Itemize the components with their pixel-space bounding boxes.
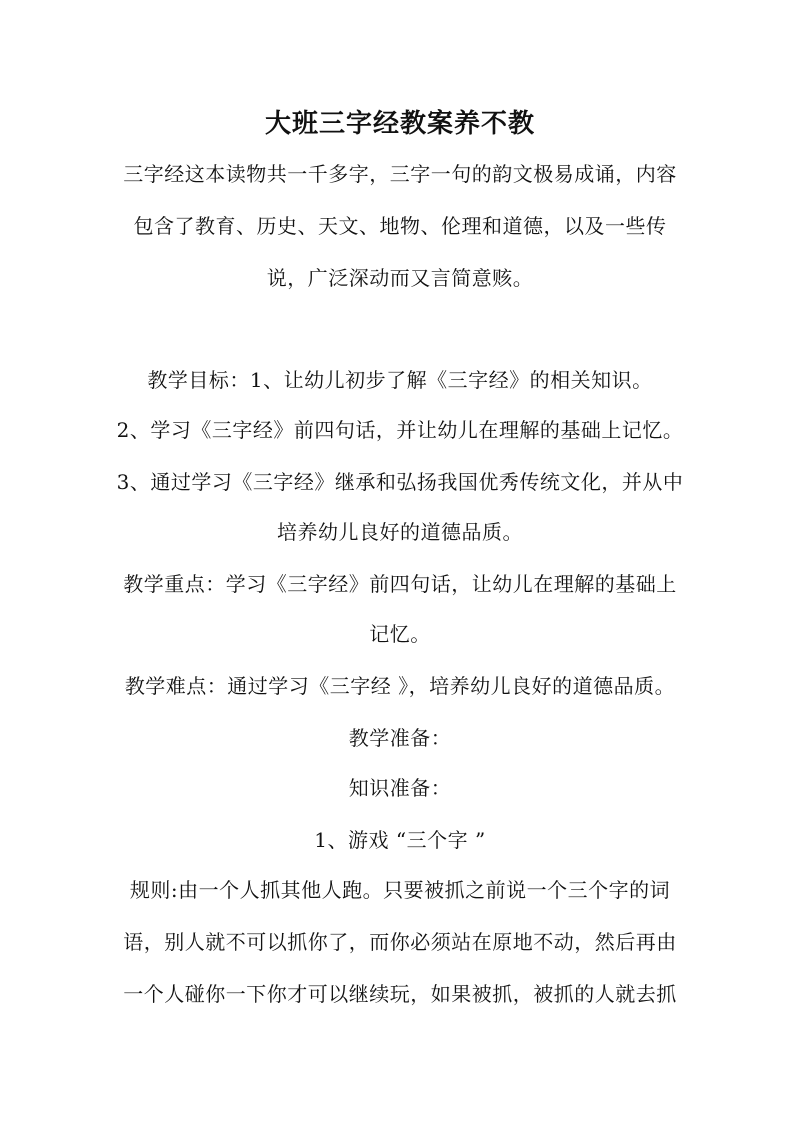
paragraph-line: 教学难点：通过学习《三字经 》，培养幼儿良好的道德品质。 xyxy=(124,674,676,698)
document-title: 大班三字经教案养不教 xyxy=(264,109,535,139)
paragraph-line: 教学重点：学习《三字经》前四句话，让幼儿在理解的基础上 xyxy=(123,572,677,596)
paragraph-line: 包含了教育、历史、天文、地物、伦理和道德，以及一些传 xyxy=(133,214,667,238)
section-heading: 教学准备： xyxy=(348,726,452,750)
list-item-heading: 1、游戏 “三个字 ” xyxy=(314,828,486,852)
paragraph-line: 2、学习《三字经》前四句话，并让幼儿在理解的基础上记忆。 xyxy=(116,418,684,442)
paragraph-line: 教学目标：1、让幼儿初步了解《三字经》的相关知识。 xyxy=(147,368,653,392)
paragraph-line: 3、通过学习《三字经》继承和弘扬我国优秀传统文化，并从中 xyxy=(116,470,684,494)
paragraph-line: 培养幼儿良好的道德品质。 xyxy=(277,520,523,544)
paragraph-line: 说，广泛深动而又言简意赅。 xyxy=(266,266,534,290)
paragraph-line: 记忆。 xyxy=(369,622,431,646)
paragraph-line: 规则:由一个人抓其他人跑。只要被抓之前说一个三个字的词 xyxy=(129,878,671,902)
paragraph-line: 语，别人就不可以抓你了，而你必须站在原地不动，然后再由 xyxy=(123,930,677,954)
paragraph-line: 一个人碰你一下你才可以继续玩，如果被抓，被抓的人就去抓 xyxy=(123,982,677,1006)
section-heading: 知识准备： xyxy=(348,776,452,800)
paragraph-line: 三字经这本读物共一千多字，三字一句的韵文极易成诵，内容 xyxy=(123,162,677,186)
